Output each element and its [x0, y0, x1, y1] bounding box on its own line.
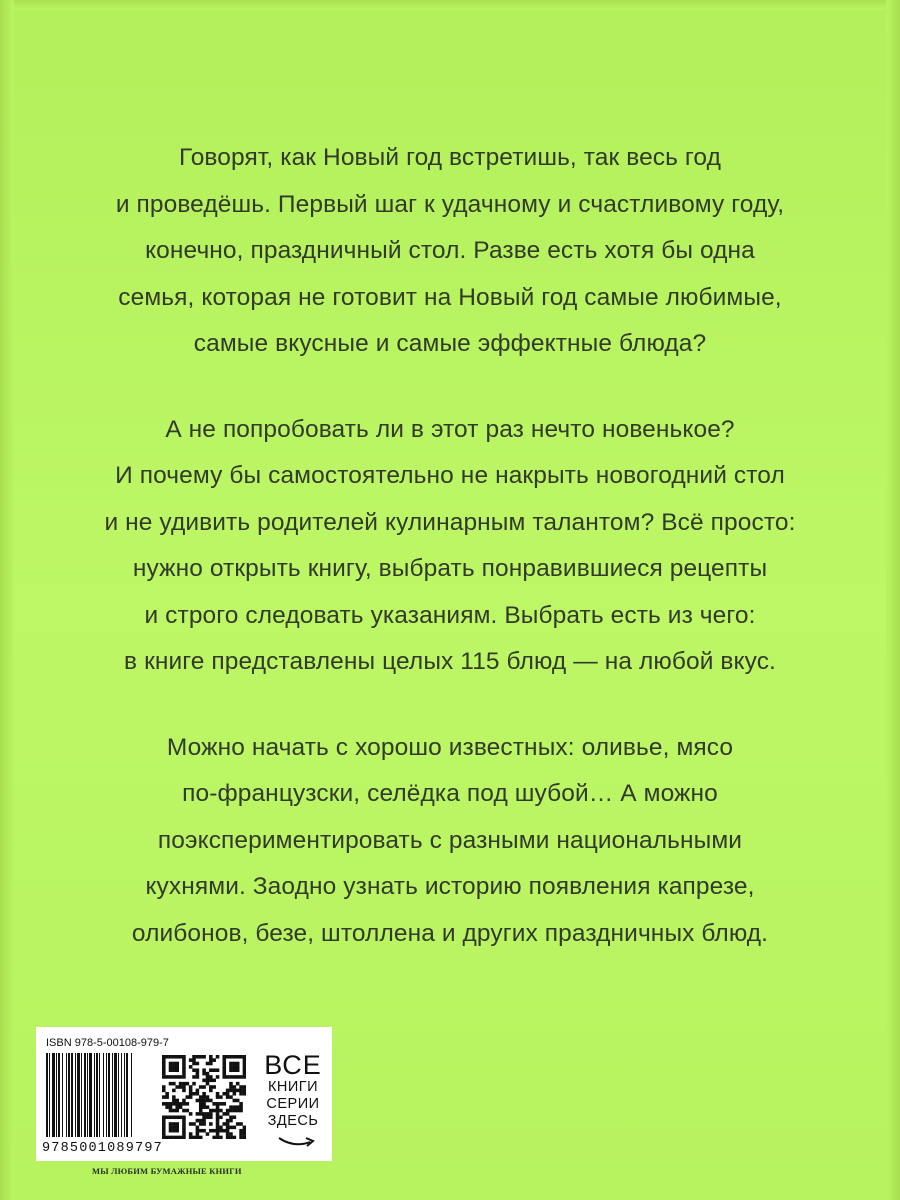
- qr-code-icon[interactable]: [162, 1055, 246, 1139]
- blurb-line: И почему бы самостоятельно не накрыть новогодний стол: [115, 462, 785, 489]
- ean-number: 9785001089797: [42, 1141, 163, 1156]
- series-badge-line: ВСЕ: [264, 1050, 322, 1080]
- series-badge: [258, 1051, 328, 1130]
- blurb-paragraph-1: [80, 135, 820, 368]
- blurb-line: по-французски, селёдка под шубой… А можно: [182, 780, 718, 807]
- tagline: МЫ ЛЮБИМ БУМАЖНЫЕ КНИГИ: [92, 1166, 242, 1176]
- blurb-line: Можно начать с хорошо известных: оливье, мясо: [166, 733, 734, 761]
- blurb-paragraph-2: [80, 407, 820, 686]
- isbn-number: ISBN 978-5-00108-979-7: [46, 1037, 169, 1049]
- blurb-line: и не удивить родителей кулинарным талантом? Всё просто:: [104, 508, 796, 536]
- blurb-line: и проведёшь. Первый шаг к удачному и счастливому году,: [115, 190, 785, 218]
- blurb-line: и строго следовать указаниям. Выбрать есть из чего:: [144, 601, 756, 629]
- blurb-paragraph-3: [80, 725, 820, 958]
- blurb-line: самые вкусные и самые эффектные блюда?: [193, 330, 707, 357]
- blurb-line: олибонов, безе, штоллена и других праздничных блюд.: [131, 919, 769, 947]
- blurb-line: А не попробовать ли в этот раз нечто новенькое?: [165, 415, 735, 443]
- blurb-line: кухнями. Заодно узнать историю появления капрезе,: [145, 873, 755, 900]
- cover-edge-top: [0, 0, 900, 10]
- cover-edge-right: [886, 0, 900, 1200]
- curved-arrow-icon: [276, 1135, 316, 1151]
- series-badge-line: ЗДЕСЬ: [267, 1113, 319, 1129]
- series-badge-line: КНИГИ: [267, 1079, 319, 1095]
- blurb-line: нужно открыть книгу, выбрать понравившиеся рецепты: [132, 555, 768, 582]
- barcode-icon: [44, 1053, 156, 1141]
- blurb-line: в книге представлены целых 115 блюд — на любой вкус.: [124, 648, 776, 675]
- blurb-line: семья, которая не готовит на Новый год самые любимые,: [118, 283, 782, 311]
- blurb-line: поэкспериментировать с разными национальными: [157, 826, 743, 854]
- blurb-text: [80, 135, 820, 996]
- barcode-panel: [36, 1027, 332, 1161]
- series-badge-line: СЕРИИ: [266, 1096, 320, 1112]
- cover-edge-left: [0, 0, 14, 1200]
- blurb-line: Говорят, как Новый год встретишь, так весь год: [178, 144, 722, 171]
- blurb-line: конечно, праздничный стол. Разве есть хотя бы одна: [145, 237, 755, 264]
